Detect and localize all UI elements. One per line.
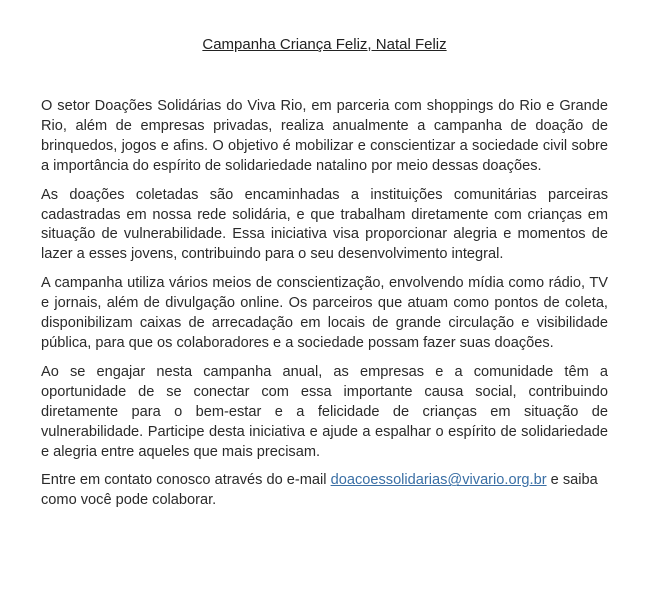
paragraph-intro: O setor Doações Solidárias do Viva Rio, em parceria com shoppings do Rio e Grande Rio, além de empresas privadas, realiza anualmente a campanha de doação de brinquedos, jogos e afins. O objetivo é mobilizar e conscientizar a sociedade civil sobre a importância do espírito de solidariedade natalino por meio dessas doações. bbox=[41, 98, 608, 174]
paragraph-awareness: A campanha utiliza vários meios de conscientização, envolvendo mídia como rádio, TV e jornais, além de divulgação online. Os parceiros que atuam como pontos de coleta, disponibilizam caixas de arrecadação em locais de grande circulação e visibilidade pública, para que os colaboradores e a sociedade possam fazer suas doações. bbox=[41, 275, 608, 351]
contact-paragraph bbox=[41, 471, 608, 511]
document-title: Campanha Criança Feliz, Natal Feliz bbox=[202, 36, 447, 53]
paragraph-engagement: Ao se engajar nesta campanha anual, as empresas e a comunidade têm a oportunidade de se conectar com essa importante causa social, contribuindo diretamente para o bem-estar e a felicidade de crianças em situação de vulnerabilidade. Participe desta iniciativa e ajude a espalhar o espírito de solidariedade e alegria entre aqueles que mais precisam. bbox=[41, 363, 608, 460]
document-body bbox=[41, 97, 608, 511]
contact-suffix: e saiba como você pode colaborar. bbox=[41, 472, 598, 509]
contact-prefix: Entre em contato conosco através do e-mail bbox=[41, 472, 331, 489]
contact-email-link[interactable]: doacoessolidarias@vivario.org.br bbox=[330, 472, 547, 489]
paragraph-donations: As doações coletadas são encaminhadas a instituições comunitárias parceiras cadastradas em nossa rede solidária, e que trabalham diretamente com crianças em situação de vulnerabilidade. Essa iniciativa visa proporcionar alegria e momentos de lazer a esses jovens, contribuindo para o seu desenvolvimento integral. bbox=[41, 186, 608, 263]
